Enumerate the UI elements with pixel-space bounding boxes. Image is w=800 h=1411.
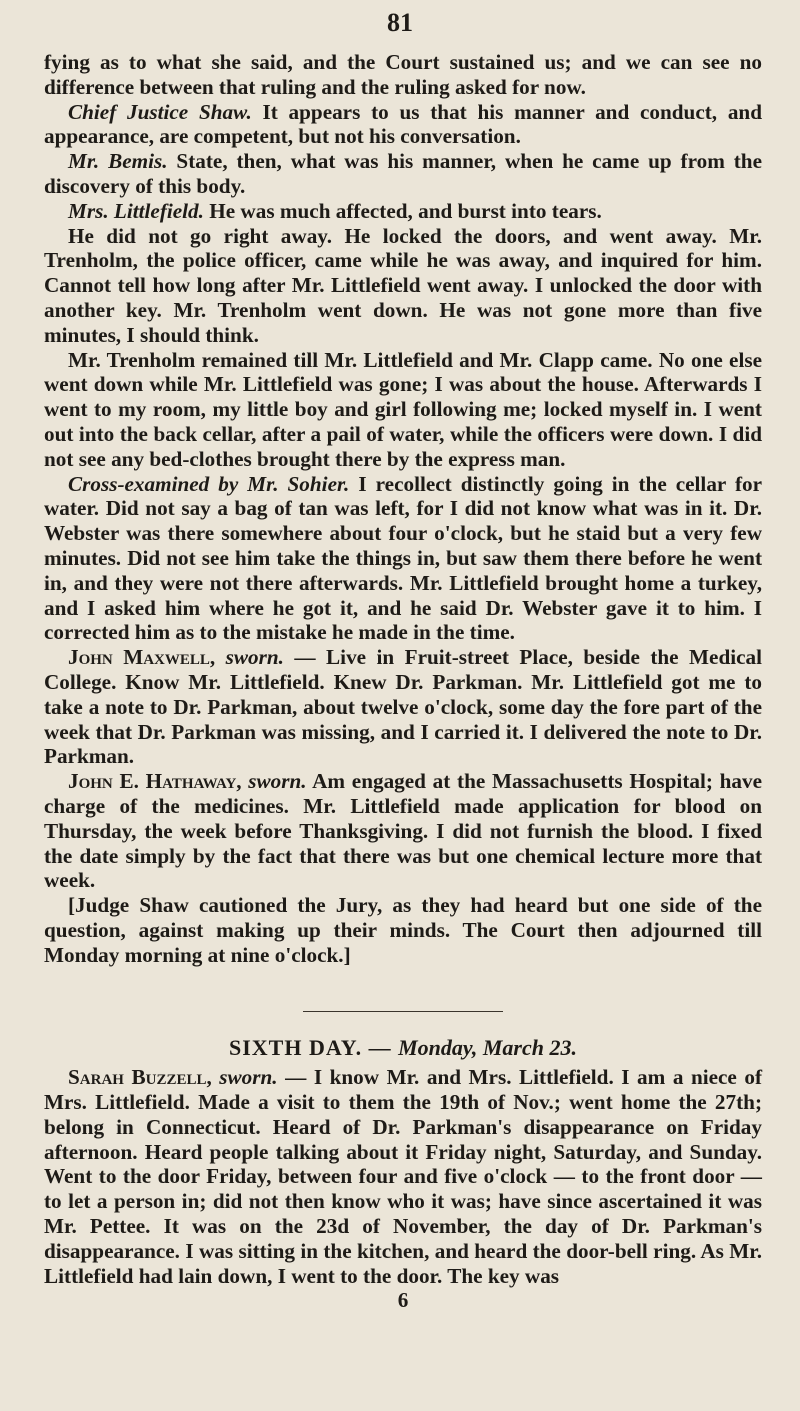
section-heading <box>44 1036 762 1061</box>
paragraph-text: He was much affected, and burst into tears. <box>203 198 602 223</box>
paragraph <box>44 348 762 472</box>
paragraph-text: — Live in Fruit-street Place, beside the Medical College. Know Mr. Littlefield. Knew Dr. Parkman. Mr. Littlefield got me to take a note to Dr. Parkman, about twelve o'clock, some day the fore part of the week that Dr. Parkman was missing, and I carried it. I delivered the note to Dr. Parkman. <box>44 645 762 769</box>
paragraph-text: — I know Mr. and Mrs. Littlefield. I am a niece of Mrs. Littlefield. Made a visit to them the 19th of Nov.; went home the 27th; belong in Connecticut. Heard of Dr. Parkman's disappearance on Friday afternoon. Heard people talking about it Friday night, Saturday, and Sunday. Went to the door Friday, between four and five o'clock — to the front door — to let a person in; did not then know who it was; have since ascertained it was Mr. Pettee. It was on the 23d of November, the day of Dr. Parkman's disappearance. I was sitting in the kitchen, and heard the door-bell ring. As Mr. Littlefield had lain down, I went to the door. The key was <box>44 1065 763 1288</box>
page-number: 81 <box>387 8 413 37</box>
speaker: Mr. Bemis. <box>68 149 168 174</box>
paragraph <box>44 645 762 769</box>
paragraph <box>44 224 762 348</box>
witness-name: Sarah Buzzell, <box>68 1065 212 1090</box>
paragraph-text: He did not go right away. He locked the doors, and went away. Mr. Trenholm, the police officer, came while he was away, and inquired for him. Cannot tell how long after Mr. Littlefield went away. I unlocked the door with another key. Mr. Trenholm went down. He was not gone more than five minutes, I should think. <box>44 223 762 347</box>
speaker: Cross-examined by Mr. Sohier. <box>68 471 350 496</box>
paragraph <box>44 100 762 150</box>
paragraph-text: I recollect distinctly going in the cellar for water. Did not say a bag of tan was left, for I did not know what was in it. Dr. Webster was there somewhere about four o'clock, but he staid but a very few minutes. Did not see him take the things in, but saw them there before he went in, and they were not there afterwards. Mr. Littlefield brought home a turkey, and I asked him where he got it, and he said Dr. Webster gave it to him. I corrected him as to the mistake he made in the time. <box>44 471 763 645</box>
paragraph <box>44 199 762 224</box>
paragraph <box>44 149 762 199</box>
section-divider <box>303 1011 503 1012</box>
section-date: Monday, March 23. <box>398 1035 577 1061</box>
speaker: Chief Justice Shaw. <box>68 99 252 124</box>
paragraph <box>44 1065 762 1288</box>
paragraph-text: Am engaged at the Massachusetts Hospital; have charge of the medicines. Mr. Littlefield made application for blood on Thursday, the week before Thanksgiving. I did not furnish the blood. I fixed the date simply by the fact that there was but one chemical lecture more that week. <box>44 769 762 893</box>
sworn-label: sworn. <box>219 1065 278 1090</box>
body-text <box>44 50 762 1313</box>
sworn-label: sworn. <box>248 769 307 794</box>
paragraph-text: State, then, what was his manner, when he came up from the discovery of this body. <box>44 149 762 198</box>
witness-name: John E. Hathaway, <box>68 769 242 794</box>
paragraph <box>44 769 762 893</box>
paragraph <box>44 893 762 967</box>
paragraph-text: Mr. Trenholm remained till Mr. Littlefield and Mr. Clapp came. No one else went down while Mr. Littlefield was gone; I was about the house. Afterwards I went to my room, my little boy and girl following me; locked myself in. I went out into the back cellar, after a pail of water, while the officers were down. I did not see any bed-clothes brought there by the express man. <box>44 347 762 471</box>
witness-name: John Maxwell, <box>68 645 216 670</box>
signature-mark: 6 <box>397 1288 409 1313</box>
paragraph-text: fying as to what she said, and the Court sustained us; and we can see no difference between that ruling and the ruling asked for now. <box>44 50 762 99</box>
sworn-label: sworn. <box>225 645 284 670</box>
paragraph <box>44 472 762 646</box>
paragraph-text: It appears to us that his manner and conduct, and appearance, are competent, but not his conversation. <box>44 99 762 149</box>
speaker: Mrs. Littlefield. <box>68 198 204 223</box>
paragraph <box>44 50 762 100</box>
paragraph-text: [Judge Shaw cautioned the Jury, as they had heard but one side of the question, against making up their minds. The Court then adjourned till Monday morning at nine o'clock.] <box>44 893 762 967</box>
section-title: SIXTH DAY. — <box>229 1035 399 1061</box>
